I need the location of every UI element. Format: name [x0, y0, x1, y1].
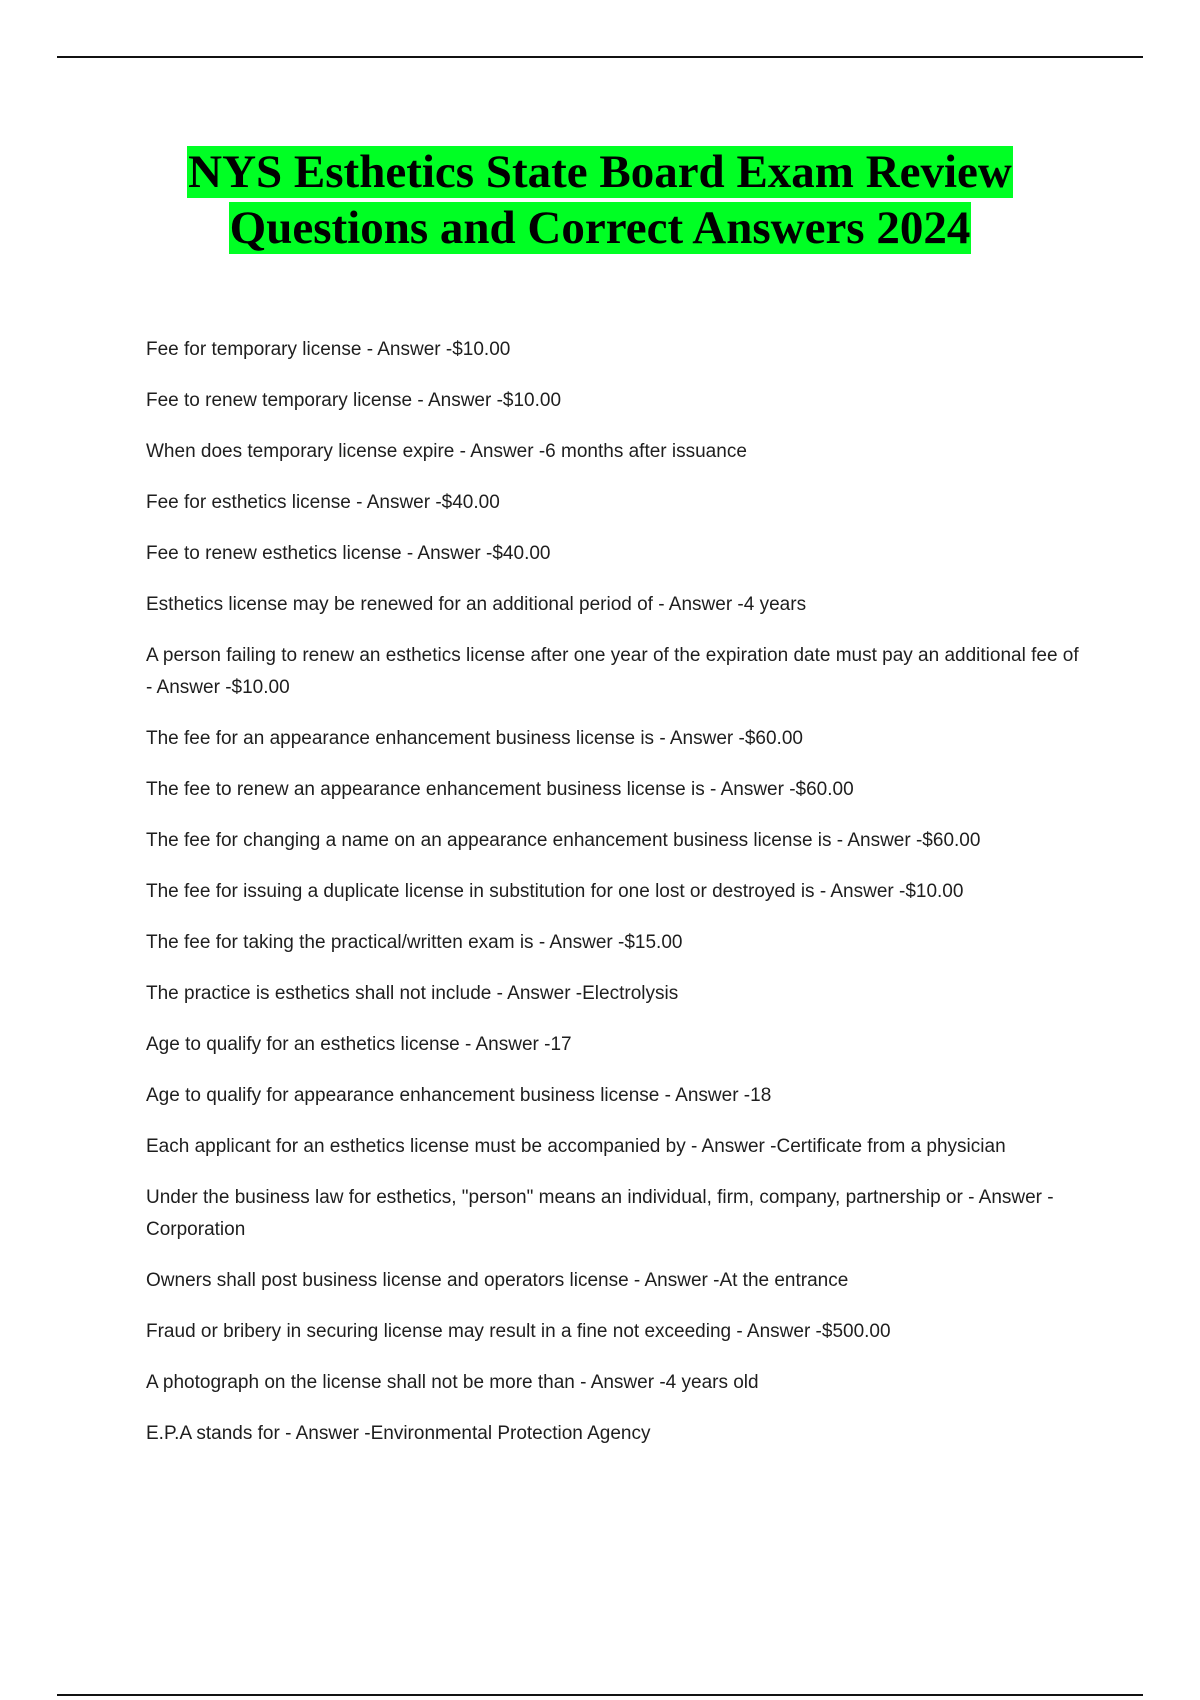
qa-item: Age to qualify for an esthetics license - Answer -17: [146, 1034, 572, 1055]
qa-list: [146, 334, 1086, 1469]
qa-item: Fee for temporary license - Answer -$10.00: [146, 339, 511, 360]
qa-item: The practice is esthetics shall not include - Answer -Electrolysis: [146, 983, 679, 1004]
qa-item: The fee for issuing a duplicate license in substitution for one lost or destroyed is - Answer -$10.00: [146, 881, 964, 902]
top-rule: [57, 56, 1143, 58]
qa-item: Under the business law for esthetics, "person" means an individual, firm, company, partnership or - Answer -Corporation: [146, 1187, 1054, 1240]
qa-item: Fee for esthetics license - Answer -$40.00: [146, 492, 500, 513]
qa-item: Age to qualify for appearance enhancement business license - Answer -18: [146, 1085, 772, 1106]
qa-item: Each applicant for an esthetics license must be accompanied by - Answer -Certificate from a physician: [146, 1136, 1006, 1157]
qa-item: The fee to renew an appearance enhancement business license is - Answer -$60.00: [146, 779, 854, 800]
bottom-rule: [57, 1694, 1143, 1696]
document-title: [0, 144, 1200, 256]
qa-item: Fee to renew temporary license - Answer -$10.00: [146, 390, 562, 411]
qa-item: Owners shall post business license and operators license - Answer -At the entrance: [146, 1270, 849, 1291]
qa-item: A photograph on the license shall not be more than - Answer -4 years old: [146, 1372, 759, 1393]
qa-item: E.P.A stands for - Answer -Environmental Protection Agency: [146, 1423, 651, 1444]
qa-item: A person failing to renew an esthetics license after one year of the expiration date must pay an additional fee of - Answer -$10.00: [146, 645, 1079, 698]
qa-item: Fee to renew esthetics license - Answer -$40.00: [146, 543, 551, 564]
qa-item: The fee for changing a name on an appearance enhancement business license is - Answer -$60.00: [146, 830, 981, 851]
qa-item: Fraud or bribery in securing license may result in a fine not exceeding - Answer -$500.00: [146, 1321, 891, 1342]
qa-item: The fee for taking the practical/written exam is - Answer -$15.00: [146, 932, 683, 953]
qa-item: Esthetics license may be renewed for an additional period of - Answer -4 years: [146, 594, 807, 615]
qa-item: When does temporary license expire - Answer -6 months after issuance: [146, 441, 747, 462]
qa-item: The fee for an appearance enhancement business license is - Answer -$60.00: [146, 728, 803, 749]
title-line-2: Questions and Correct Answers 2024: [229, 202, 971, 254]
title-line-1: NYS Esthetics State Board Exam Review: [188, 146, 1012, 198]
